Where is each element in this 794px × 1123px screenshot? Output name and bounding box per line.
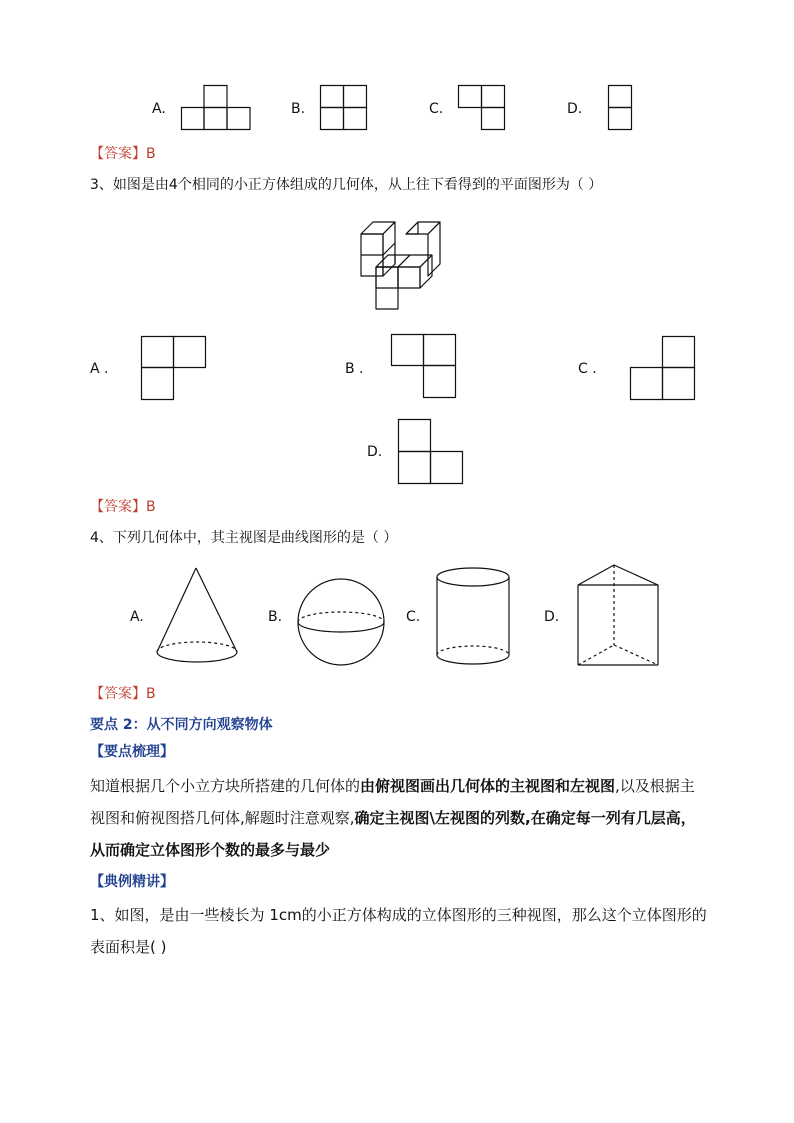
answer-tag: 【答案】 xyxy=(90,686,146,702)
answer-tag: 【答案】 xyxy=(90,499,146,515)
answer-tag: 【答案】 xyxy=(90,146,146,162)
cylinder-icon xyxy=(435,566,511,666)
q4-answer xyxy=(90,685,156,703)
q2-option-b-figure xyxy=(320,85,368,131)
review-text-c: ,以及根据主视图和俯视图搭几何体,解题时注意观察, xyxy=(90,777,695,827)
q3-option-d-label: D. xyxy=(367,444,383,460)
example-tag: 【典例精讲】 xyxy=(90,874,174,890)
q2-option-a-label: A. xyxy=(152,101,166,117)
q3-option-c-label: C . xyxy=(578,361,597,377)
q3-option-b-figure xyxy=(391,334,457,400)
q2-option-c-figure xyxy=(458,85,506,131)
q2-option-b-label: B. xyxy=(291,101,306,117)
q2-answer xyxy=(90,145,156,163)
answer-value: B xyxy=(146,686,156,702)
q4-option-d-label: D. xyxy=(544,609,560,625)
review-text-a: 知道根据几个小立方块所搭建的几何体的 xyxy=(90,777,361,795)
q4-option-c-label: C. xyxy=(406,609,421,625)
q2-option-d-label: D. xyxy=(567,101,583,117)
answer-value: B xyxy=(146,146,156,162)
q3-option-c-figure xyxy=(630,336,696,402)
q2-option-a-figure xyxy=(181,85,253,131)
review-tag: 【要点梳理】 xyxy=(90,744,174,760)
cone-icon xyxy=(155,566,239,664)
q3-answer xyxy=(90,498,156,516)
prism-icon xyxy=(576,563,660,667)
example-question-text: 1、如图，是由一些棱长为 1cm的小正方体构成的立体图形的三种视图，那么这个立体图形的表面积是( ) xyxy=(90,906,707,956)
q3-option-b-label: B . xyxy=(345,361,364,377)
q4-question-text: 4、下列几何体中，其主视图是曲线图形的是（ ） xyxy=(90,530,398,546)
answer-value: B xyxy=(146,499,156,515)
q4-option-b-label: B. xyxy=(268,609,283,625)
q4-option-a-label: A. xyxy=(130,609,144,625)
q3-cubes-figure xyxy=(358,213,444,313)
review-paragraph xyxy=(90,770,708,866)
q2-option-c-label: C. xyxy=(429,101,444,117)
section-heading: 要点 2：从不同方向观察物体 xyxy=(90,717,273,733)
q3-option-a-label: A . xyxy=(90,361,109,377)
q3-question-text: 3、如图是由4个相同的小正方体组成的几何体，从上往下看得到的平面图形为（ ） xyxy=(90,177,603,193)
q2-option-d-figure xyxy=(608,85,633,131)
q3-option-d-figure xyxy=(398,419,464,486)
review-text-d: 确定主视图\左视图的列数,在确定每一列有几层高，从而确定立体图形个数的最多与最少 xyxy=(90,809,696,859)
q3-option-a-figure xyxy=(141,336,208,401)
review-text-b: 由俯视图画出几何体的主视图和左视图 xyxy=(360,777,616,795)
sphere-icon xyxy=(297,578,385,666)
